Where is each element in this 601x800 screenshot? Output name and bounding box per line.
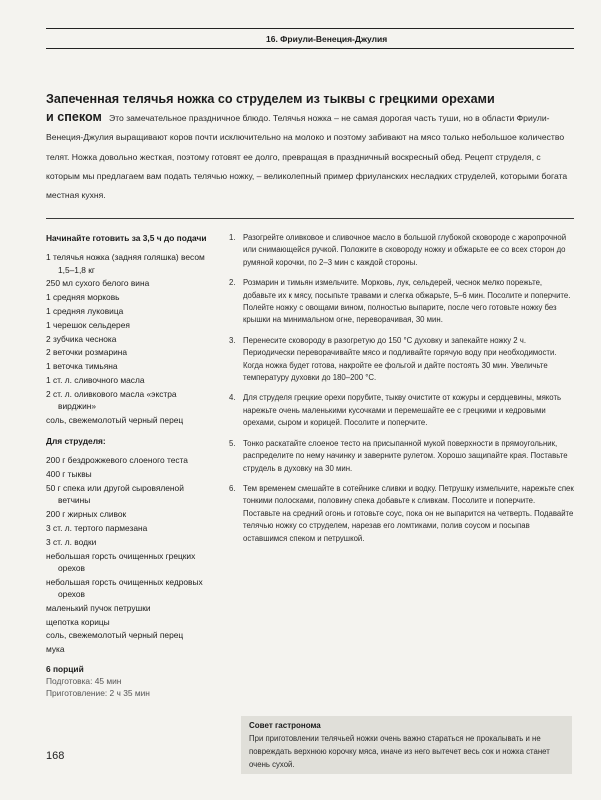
strudel-ingredients-list — [46, 454, 216, 655]
ingredient-item: 2 веточки розмарина — [46, 347, 128, 358]
ingredient-item: соль, свежемолотый черный перец — [46, 414, 184, 425]
ingredient-item: 1 веточка тимьяна — [46, 361, 118, 372]
header-bottom-rule — [46, 48, 574, 49]
recipe-intro — [46, 108, 572, 205]
step-item — [229, 277, 574, 327]
ingredient-item: 50 г спека или другой сыровяленой ветчины — [46, 483, 184, 506]
steps-list — [229, 232, 574, 553]
ingredient-item: 200 г бездрожжевого слоеного теста — [46, 455, 188, 466]
step-item — [229, 483, 574, 545]
ingredients-heading: Начинайте готовить за 3,5 ч до подачи — [46, 233, 207, 243]
servings: 6 порций — [46, 664, 84, 675]
ingredients-list — [46, 251, 216, 426]
recipe-title: Запеченная телячья ножка со струделем из тыквы с грецкими орехами — [46, 92, 495, 106]
prep-time: Подготовка: 45 мин — [46, 676, 122, 687]
recipe-title-continuation: и спеком — [46, 110, 102, 124]
step-text: Розмарин и тимьян измельчите. Морковь, лук, сельдерей, чеснок мелко порежьте, добавьте их к мясу, посыпьте травами и слегка обжарьте, 5–6 мин. Посолите и поперчите. Полейте ножку с овощами вином, полностью выпарите, после чего готовьте ножку без крышки на минимальном огне, переворачивая, 30 мин. — [243, 278, 571, 325]
ingredient-item: 1 ст. л. сливочного масла — [46, 374, 145, 385]
step-number: 4. — [229, 393, 236, 403]
step-text: Тонко раскатайте слоеное тесто на присыпанной мукой поверхности в прямоугольник, распределите по нему начинку и заверните рулетом. Хорошо защипайте края. Поставьте струдель в духовку на 30 мин. — [243, 438, 568, 473]
ingredient-item: 250 мл сухого белого вина — [46, 278, 150, 289]
step-item — [229, 392, 574, 429]
step-text: Для струделя грецкие орехи порубите, тыкву очистите от кожуры и сердцевины, мякоть нарежьте очень маленькими кусочками и перемешайте ее с грецкими и кедровыми орехами, сыром и корицей. Посолите и поперчите. — [243, 393, 562, 428]
step-item — [229, 335, 574, 385]
strudel-heading: Для струделя: — [46, 436, 106, 447]
tip-title: Совет гастронома — [249, 721, 321, 730]
portions-block — [46, 663, 216, 699]
header-top-rule — [46, 28, 574, 29]
ingredient-item: 1 телячья ножка (задняя голяшка) весом 1,5–1,8 кг — [46, 252, 205, 275]
ingredient-item: небольшая горсть очищенных кедровых орехов — [46, 576, 203, 599]
ingredient-item: щепотка корицы — [46, 616, 110, 627]
ingredient-item: 2 зубчика чеснока — [46, 333, 117, 344]
ingredient-item: 200 г жирных сливок — [46, 509, 127, 520]
tip-text: При приготовлении телячьей ножки очень важно стараться не прокалывать и не повреждать верхнюю корочку мяса, иначе из него вытечет весь сок и ножка станет очень сухой. — [249, 734, 550, 769]
step-item — [229, 232, 574, 269]
ingredient-item: маленький пучок петрушки — [46, 602, 151, 613]
intro-separator — [46, 218, 574, 219]
ingredient-item: мука — [46, 644, 65, 655]
recipe-intro-text: Это замечательное праздничное блюдо. Телячья ножка – не самая дорогая часть туши, но в области Фриули-Венеция-Джулия выращивают коров почти исключительно на молоко и поэтому забивают на мясо только небольшое количество телят. Ножка довольно жесткая, поэтому готовят ее долго, превращая в праздничный воскресный обед. Рецепт струделя, с которым мы предлагаем вам подать телячью ножку, – великолепный пример фриуланских несладких струделей, которыми богата местная кухня. — [46, 113, 568, 201]
ingredient-item: соль, свежемолотый черный перец — [46, 630, 184, 641]
step-text: Разогрейте оливковое и сливочное масло в большой глубокой сковороде с жаропрочной или снимающейся ручкой. Положите в сковороду ножку и обжарьте ее со всех сторон до румяной корочки, по 2–3 мин с каждой стороны. — [243, 233, 567, 267]
page-number: 168 — [46, 750, 65, 762]
ingredient-item: 1 средняя луковица — [46, 305, 124, 316]
ingredient-item: 1 черешок сельдерея — [46, 319, 130, 330]
ingredient-item: 400 г тыквы — [46, 469, 92, 480]
chapter-header: 16. Фриули-Венеция-Джулия — [266, 34, 388, 44]
step-item — [229, 438, 574, 475]
ingredient-item: небольшая горсть очищенных грецких орехов — [46, 550, 196, 573]
ingredient-item: 3 ст. л. водки — [46, 536, 97, 547]
ingredients-column — [46, 232, 216, 699]
ingredient-item: 2 ст. л. оливкового масла «экстра вирджин» — [46, 388, 177, 412]
ingredient-item: 3 ст. л. тертого пармезана — [46, 522, 148, 533]
step-number: 3. — [229, 335, 236, 345]
ingredients-block — [46, 232, 216, 655]
ingredient-item: 1 средняя морковь — [46, 292, 120, 303]
step-number: 1. — [229, 233, 236, 242]
step-number: 6. — [229, 483, 236, 493]
step-text: Тем временем смешайте в сотейнике сливки и водку. Петрушку измельчите, нарежьте спек тонкими полосками, половину спека добавьте к сливкам. Посолите и поперчите. Поставьте на средний огонь и готовьте соус, пока он не выпарится на четверть. Подавайте телячью ножку со струделем, нарезав его ломтиками, полив соусом и посыпав оставшимся спеком и петрушкой. — [243, 483, 574, 543]
step-number: 5. — [229, 438, 236, 448]
step-number: 2. — [229, 278, 236, 288]
tip-box — [241, 716, 572, 774]
step-text: Перенесите сковороду в разогретую до 150 °С духовку и запекайте ножку 2 ч. Периодически переворачивайте мясо и подливайте горячую воду при необходимости. Когда ножка будет готова, накройте ее фольгой и дайте постоять 30 мин. Увеличьте температуру духовки до 180–200 °С. — [243, 335, 557, 383]
cook-time: Приготовление: 2 ч 35 мин — [46, 688, 150, 699]
